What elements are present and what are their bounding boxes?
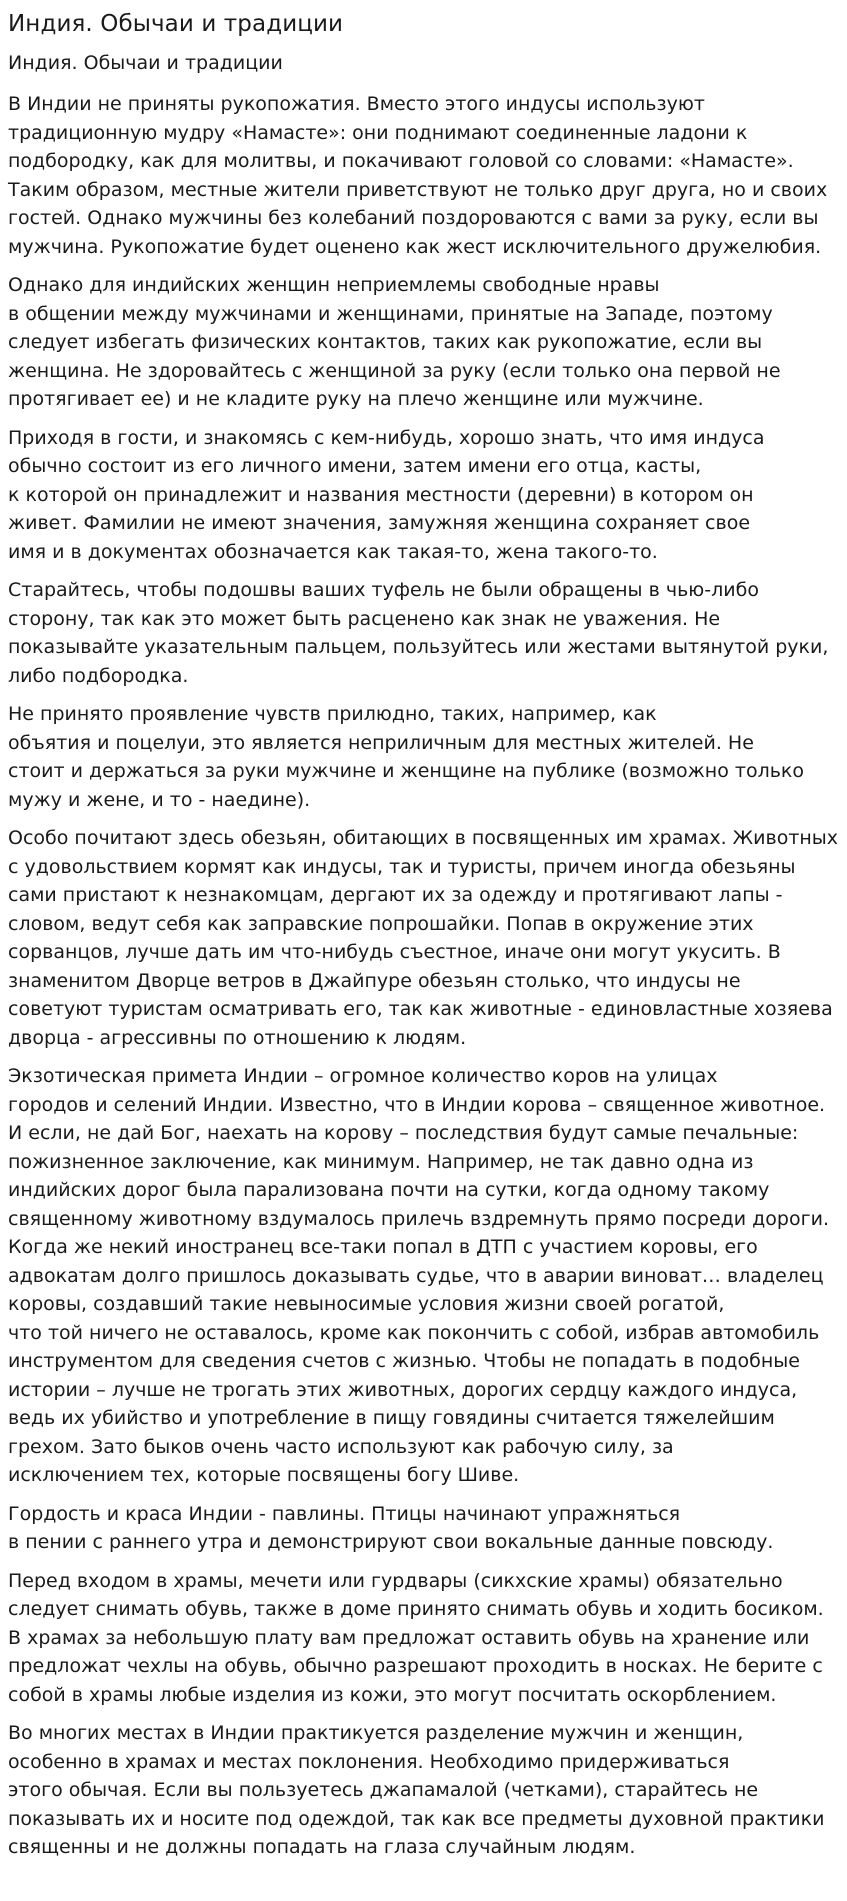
- paragraph-temples-shoes: Перед входом в храмы, мечети или гурдвары (сикхские храмы) обязательно следует снимать обувь, также в доме принято снимать обувь и ходить босиком. В храмах за небольшую плату вам предложат оставить обувь на хранение или предложат чехлы на обувь, обычно разрешают проходить в носках. Не берите с собой в храмы любые изделия из кожи, это могут посчитать оскорблением.: [8, 1569, 824, 1706]
- paragraph-feet-pointing: Старайтесь, чтобы подошвы ваших туфель не были обращены в чью-либо сторону, так как это может быть расценено как знак не уважения. Не показывайте указательным пальцем, пользуйтесь или жестами вытянутой руки, либо подбородка.: [8, 579, 829, 687]
- paragraph-public-affection: Не принято проявление чувств прилюдно, таких, например, как объятия и поцелуи, это является неприличным для местных жителей. Не стоит и держаться за руки мужчине и женщине на публике (возможно только мужу и жене, и то - наедине).: [8, 703, 805, 811]
- document-body: [8, 90, 839, 1862]
- page-title: Индия. Обычаи и традиции: [8, 11, 344, 37]
- paragraph-monkeys: Особо почитают здесь обезьян, обитающих в посвященных им храмах. Животных с удовольствием кормят как индусы, так и туристы, причем иногда обезьяны сами пристают к незнакомцам, дергают их за одежду и протягивают лапы - словом, ведут себя как заправские попрошайки. Попав в окружение этих сорванцов, лучше дать им что-нибудь съестное, иначе они могут укусить. В знаменитом Дворце ветров в Джайпуре обезьян столько, что индусы не советуют туристам осматривать его, так как животные - единовластные хозяева дворца - агрессивны по отношению к людям.: [8, 827, 839, 1049]
- paragraph-peacocks: Гордость и краса Индии - павлины. Птицы начинают упражняться в пении с раннего утра и демонстрируют свои вокальные данные повсюду.: [8, 1502, 774, 1553]
- paragraph-separation: Во многих местах в Индии практикуется разделение мужчин и женщин, особенно в храмах и местах поклонения. Необходимо придерживаться этого обычая. Если вы пользуетесь джапамалой (четками), старайтесь не показывать их и носите под одеждой, так как все предметы духовной практики священны и не должны попадать на глаза случайным людям.: [8, 1722, 825, 1858]
- paragraph-greetings: В Индии не приняты рукопожатия. Вместо этого индусы используют традиционную мудру «Намасте»: они поднимают соединенные ладони к подбородку, как для молитвы, и покачивают головой со словами: «Намасте». Таким образом, местные жители приветствуют не только друг друга, но и своих гостей. Однако мужчины без колебаний поздороваются с вами за руку, если вы мужчина. Рукопожатие будет оценено как жест исключительного дружелюбия.: [8, 93, 828, 258]
- paragraph-names: Приходя в гости, и знакомясь с кем-нибудь, хорошо знать, что имя индуса обычно состоит из его личного имени, затем имени его отца, касты, к которой он принадлежит и названия местности (деревни) в котором он живет. Фамилии не имеют значения, замужняя женщина сохраняет свое имя и в документах обозначается как такая-то, жена такого-то.: [8, 426, 765, 563]
- paragraph-women-contact: Однако для индийских женщин неприемлемы свободные нравы в общении между мужчинами и женщинами, принятые на Западе, поэтому следует избегать физических контактов, таких как рукопожатие, если вы женщина. Не здоровайтесь с женщиной за руку (если только она первой не протягивает ее) и не кладите руку на плечо женщине или мужчине.: [8, 274, 781, 410]
- paragraph-cows: Экзотическая примета Индии – огромное количество коров на улицах городов и селений Индии. Известно, что в Индии корова – священное животное. И если, не дай Бог, наехать на корову – последствия будут самые печальные: пожизненное заключение, как минимум. Например, не так давно одна из индийских дорог была парализована почти на сутки, когда одному такому священному животному вздумалось прилечь вздремнуть прямо посреди дороги. Когда же некий иностранец все-таки попал в ДТП с участием коровы, его адвокатам долго пришлось доказывать судье, что в аварии виноват… владелец коровы, создавший такие невыносимые условия жизни своей рогатой, что той ничего не оставалось, кроме как покончить с собой, избрав автомобиль инструментом для сведения счетов с жизнью. Чтобы не попадать в подобные истории – лучше не трогать этих животных, дорогих сердцу каждого индуса, ведь их убийство и употребление в пищу говядины считается тяжелейшим грехом. Зато быков очень часто используют как рабочую силу, за исключением тех, которые посвящены богу Шиве.: [8, 1065, 829, 1486]
- page-subtitle: Индия. Обычаи и традиции: [8, 52, 283, 74]
